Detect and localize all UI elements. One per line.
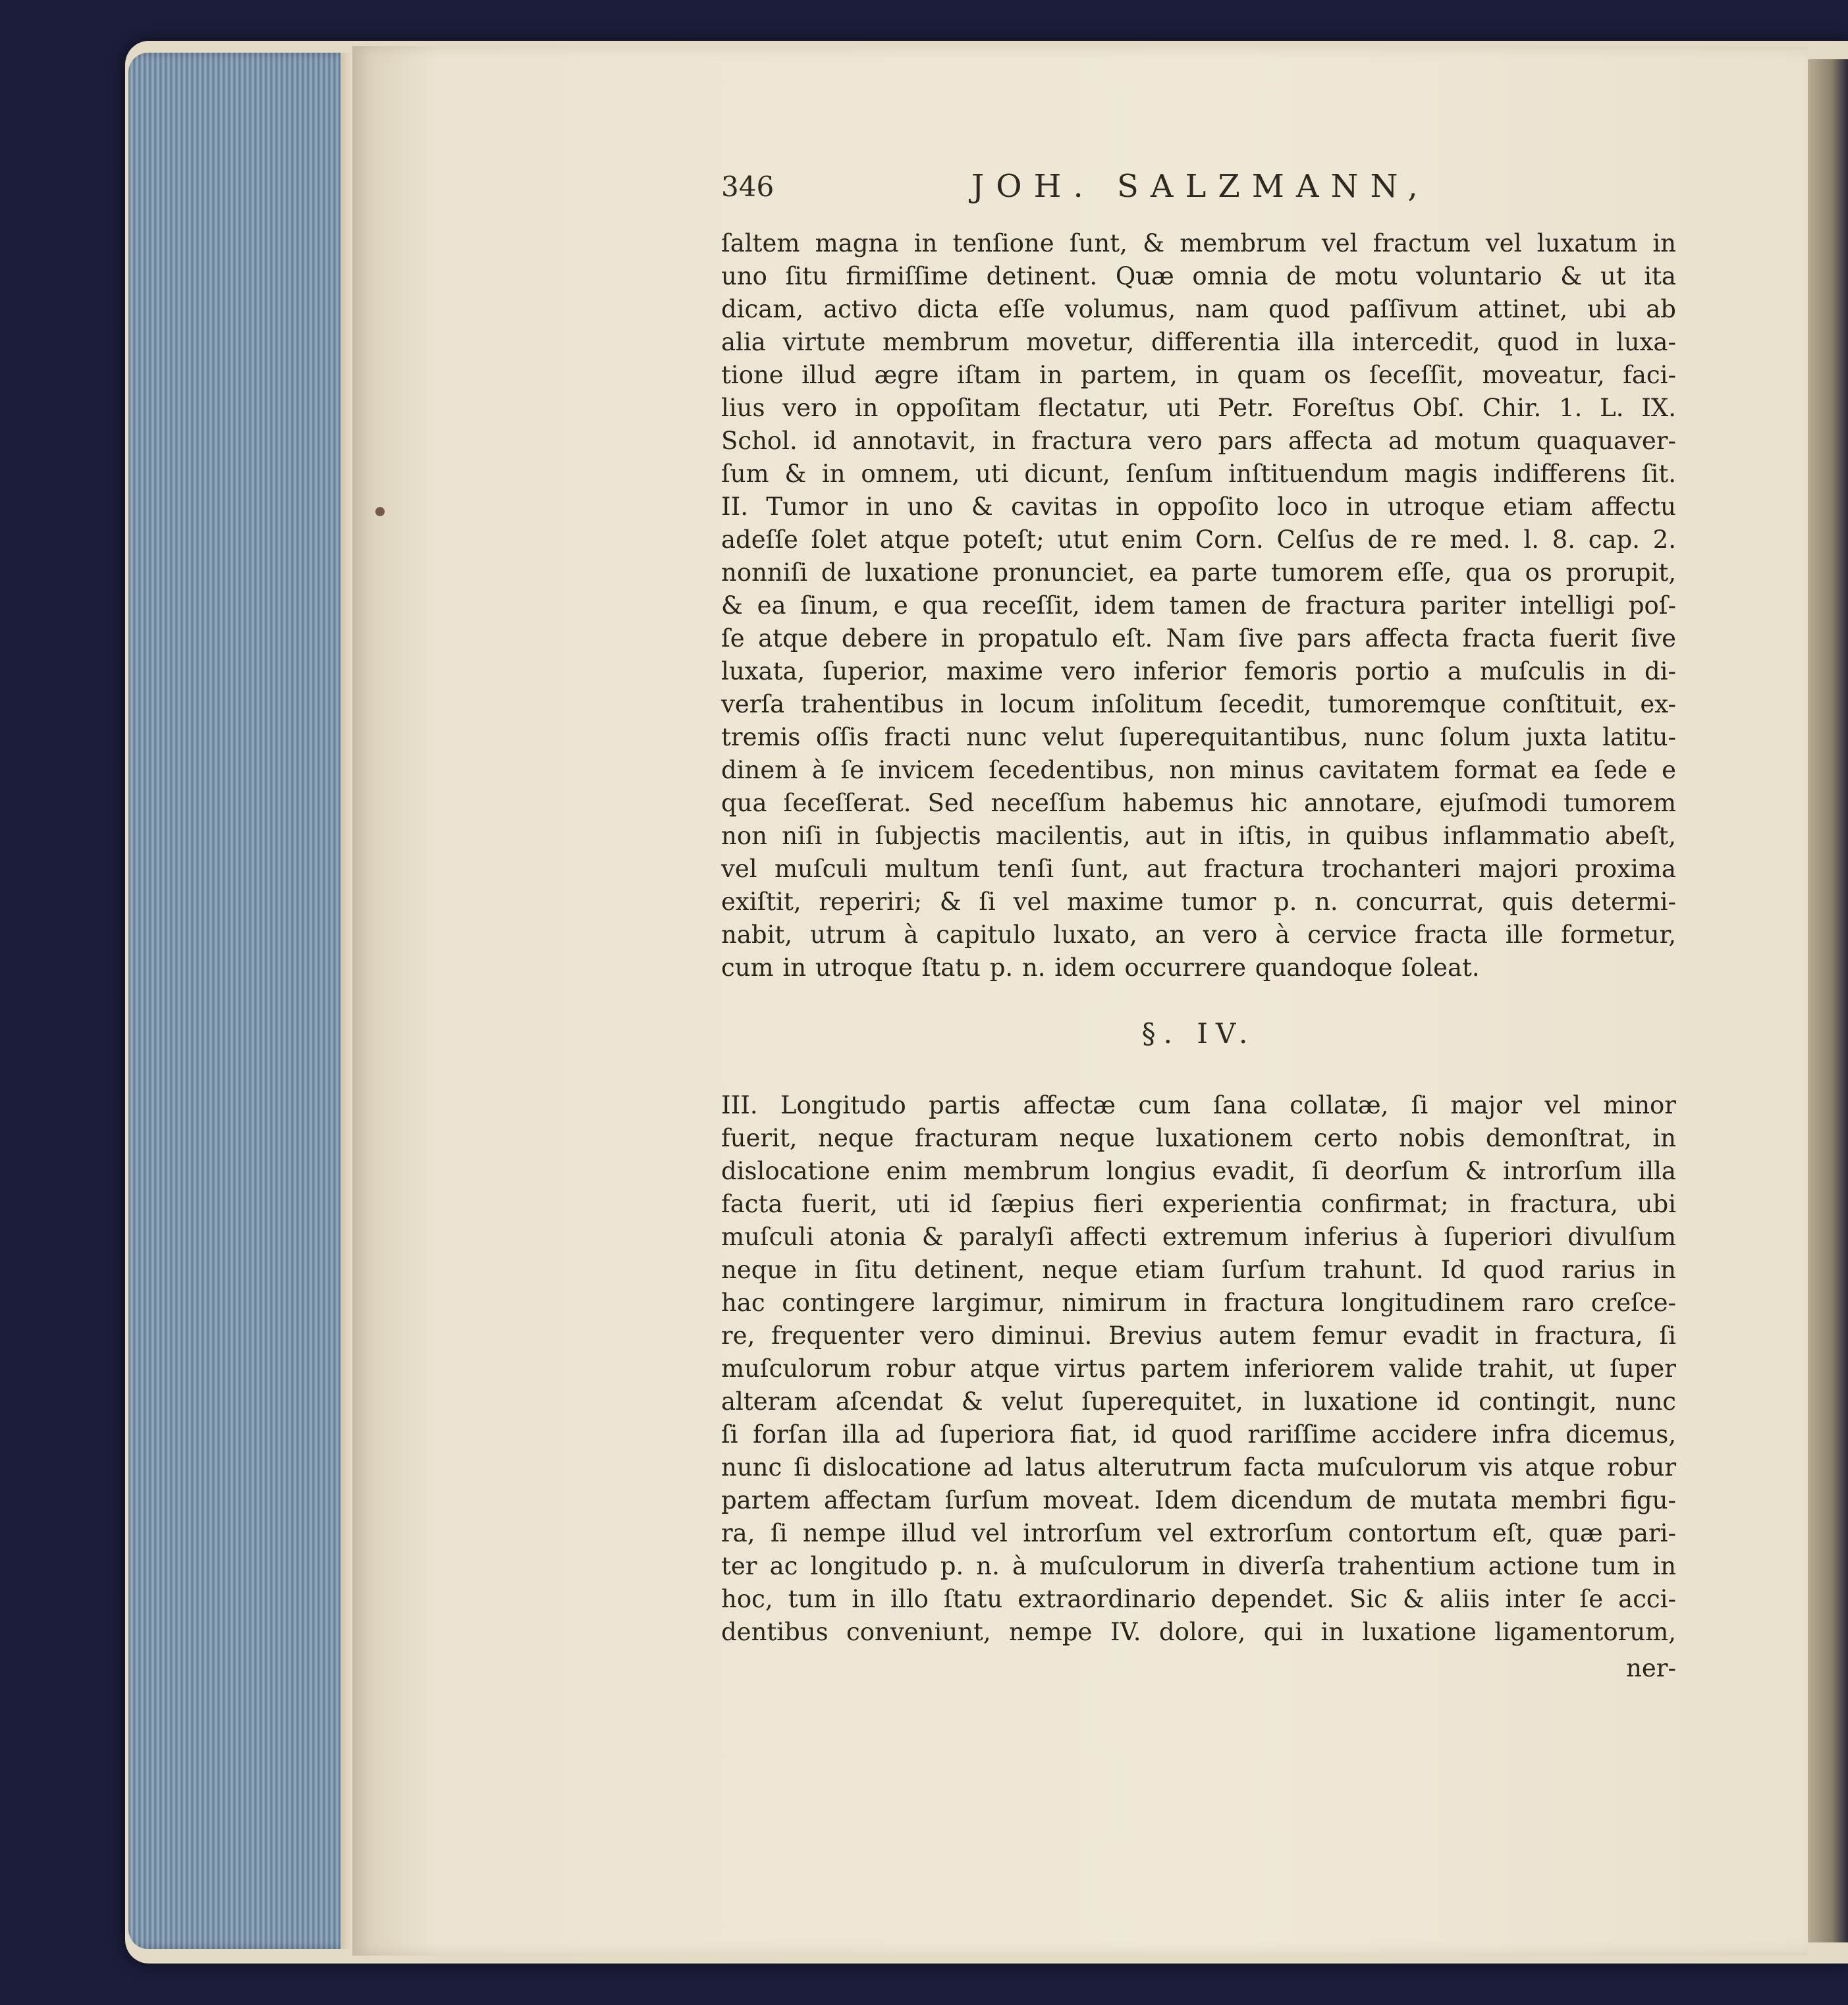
ink-spot [375,507,385,516]
text-line: alteram aſcendat & velut ſuperequitet, in luxatione id contingit, nunc [721,1387,1676,1416]
facing-page-edge [1808,59,1848,1942]
text-line: qua ſeceſſerat. Sed neceſſum habemus hic annotare, ejuſmodi tumorem [721,789,1676,817]
catchword: ner- [1626,1654,1676,1682]
text-line: exiſtit, reperiri; & ſi vel maxime tumor p. n. concurrat, quis determi- [721,888,1676,916]
paragraph-2 [721,1089,1676,1649]
text-line: fuerit, neque fracturam neque luxationem certo nobis demonſtrat, in [721,1124,1676,1152]
text-line: ſe atque debere in propatulo eſt. Nam ſive pars affecta fracta fuerit ſive [721,624,1676,653]
text-line: ra, ſi nempe illud vel introrſum vel extrorſum contortum eſt, quæ pari- [721,1519,1676,1547]
text-line: partem affectam ſurſum moveat. Idem dicendum de mutata membri figu- [721,1486,1676,1514]
text-line: neque in ſitu detinent, neque etiam ſurſum trahunt. Id quod rarius in [721,1256,1676,1284]
text-line: non niſi in ſubjectis macilentis, aut in iſtis, in quibus inflammatio abeſt, [721,822,1676,850]
page-number: 346 [721,171,775,203]
text-line: Schol. id annotavit, in fractura vero pars affecta ad motum quaquaver- [721,427,1676,455]
text-line: luxata, ſuperior, maxime vero inferior femoris portio a muſculis in di- [721,657,1676,685]
text-line: vel muſculi multum tenſi ſunt, aut fractura trochanteri majori proxima [721,855,1676,883]
text-line: lius vero in oppoſitam flectatur, uti Petr. Foreſtus Obſ. Chir. 1. L. IX. [721,394,1676,422]
text-line: muſculi atonia & paralyſi affecti extremum inferius à ſuperiori divulſum [721,1223,1676,1251]
text-line: nunc ſi dislocatione ad latus alterutrum facta muſculorum vis atque robur [721,1453,1676,1482]
text-line: dicam, activo dicta eſſe volumus, nam quod paſſivum attinet, ubi ab [721,295,1676,323]
page-text [721,161,1676,1682]
text-line: tione illud ægre iſtam in partem, in quam os ſeceſſit, moveatur, faci- [721,361,1676,389]
text-line: dislocatione enim membrum longius evadit, ſi deorſum & introrſum illa [721,1157,1676,1185]
text-line: muſculorum robur atque virtus partem inferiorem valide trahit, ut ſuper [721,1354,1676,1383]
text-line: adeſſe ſolet atque poteſt; utut enim Corn. Celſus de re med. l. 8. cap. 2. [721,525,1676,554]
text-line: ſaltem magna in tenſione ſunt, & membrum vel fractum vel luxatum in [721,229,1676,257]
text-line: dentibus conveniunt, nempe IV. dolore, qui in luxatione ligamentorum, [721,1618,1676,1646]
text-line: ſum & in omnem, uti dicunt, ſenſum inſtituendum magis indifferens ſit. [721,460,1676,488]
text-line: nonniſi de luxatione pronunciet, ea parte tumorem eſſe, qua os prorupit, [721,558,1676,587]
text-line: tremis oſſis fracti nunc velut ſuperequitantibus, nunc ſolum juxta latitu- [721,723,1676,751]
text-line: hoc, tum in illo ſtatu extraordinario dependet. Sic & aliis inter ſe acci- [721,1585,1676,1613]
text-line: verſa trahentibus in locum inſolitum ſecedit, tumoremque conſtituit, ex- [721,690,1676,718]
page-header [721,161,1676,227]
text-line: III. Longitudo partis affectæ cum ſana collatæ, ſi major vel minor [721,1091,1676,1119]
paragraph-1 [721,227,1676,984]
text-line: re, frequenter vero diminui. Brevius autem femur evadit in fractura, ſi [721,1322,1676,1350]
text-line: cum in utroque ſtatu p. n. idem occurrere quandoque ſoleat. [721,953,1480,982]
text-line: ſi forſan illa ad ſuperiora fiat, id quod rariſſime accidere infra dicemus, [721,1420,1676,1449]
running-head: JOH. SALZMANN, [971,168,1430,205]
text-line: & ea ſinum, e qua receſſit, idem tamen de fractura pariter intelligi poſ- [721,591,1676,620]
text-line: dinem à ſe invicem ſecedentibus, non minus cavitatem format ea ſede e [721,756,1676,784]
text-line: facta fuerit, uti id ſæpius fieri experientia confirmat; in fractura, ubi [721,1190,1676,1218]
text-line: alia virtute membrum movetur, differentia illa intercedit, quod in luxa- [721,328,1676,356]
page-edges [128,53,352,1949]
text-line: II. Tumor in uno & cavitas in oppoſito loco in utroque etiam affectu [721,493,1676,521]
text-line: nabit, utrum à capitulo luxato, an vero à cervice fracta ille formetur, [721,921,1676,949]
text-line: ter ac longitudo p. n. à muſculorum in diverſa trahentium actione tum in [721,1552,1676,1580]
text-line: hac contingere largimur, nimirum in fractura longitudinem raro creſce- [721,1289,1676,1317]
section-heading: §. IV. [1141,1017,1256,1050]
text-line: uno ſitu firmiſſime detinent. Quæ omnia de motu voluntario & ut ita [721,262,1676,290]
